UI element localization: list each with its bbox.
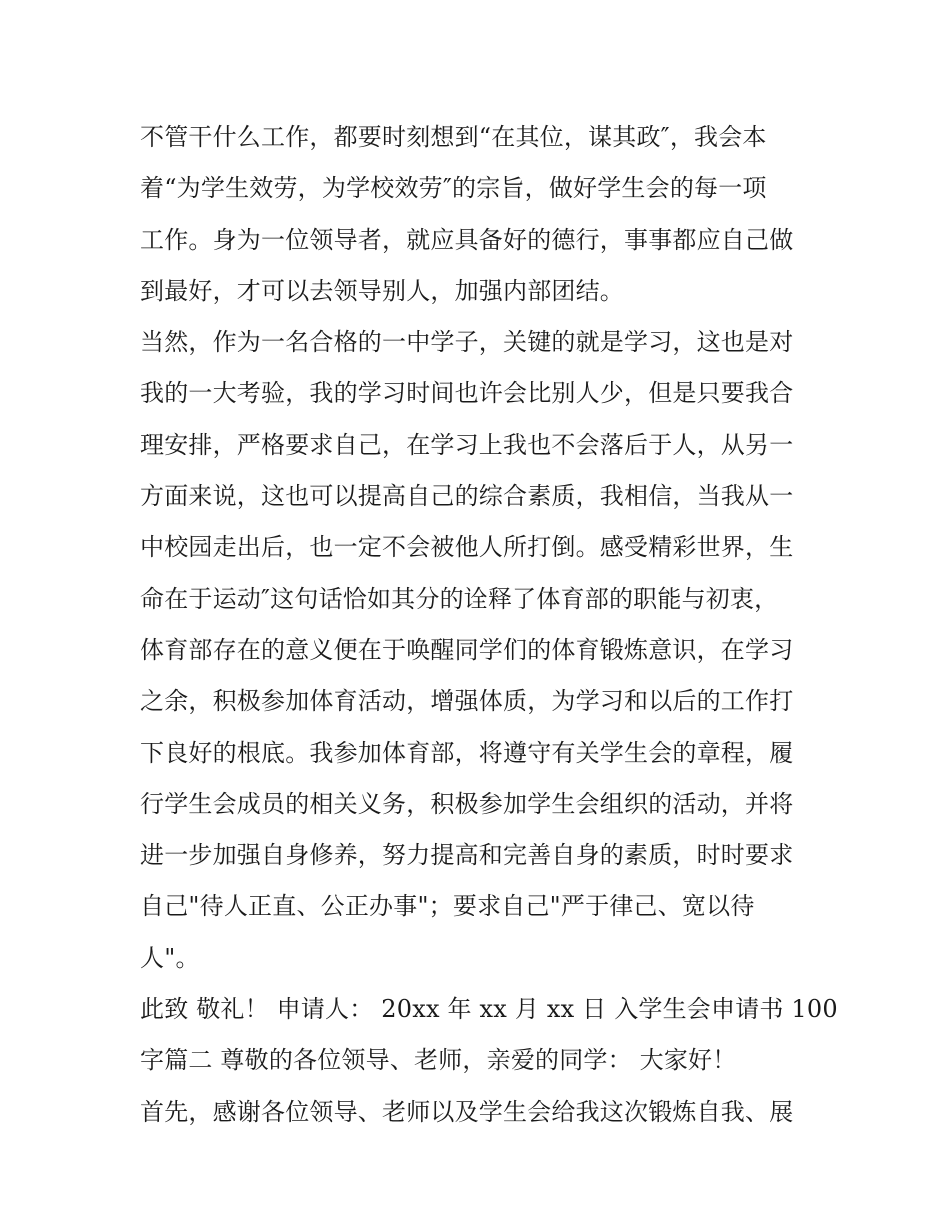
- text-line: 我的一大考验，我的学习时间也许会比别人少，但是只要我合: [140, 379, 794, 408]
- text-line: 理安排，严格要求自己，在学习上我也不会落后于人，从另一: [140, 430, 794, 459]
- text-line: 方面来说，这也可以提高自己的综合素质，我相信，当我从一: [140, 482, 794, 511]
- document-body: [140, 112, 838, 1138]
- text-line: 此致 敬礼！ 申请人： 20xx 年 xx 月 xx 日 入学生会申请书 100: [140, 995, 838, 1024]
- text-line: 人"。: [140, 943, 200, 972]
- text-line: 首先，感谢各位领导、老师以及学生会给我这次锻炼自我、展: [140, 1097, 794, 1126]
- text-line: 中校园走出后，也一定不会被他人所打倒。感受精彩世界，生: [140, 533, 794, 562]
- text-line: 进一步加强自身修养，努力提高和完善自身的素质，时时要求: [140, 841, 794, 870]
- text-line: 着“为学生效劳，为学校效劳″的宗旨，做好学生会的每一项: [140, 174, 767, 203]
- text-line: 命在于运动″这句话恰如其分的诠释了体育部的职能与初衷，: [140, 584, 779, 613]
- text-line: 字篇二 尊敬的各位领导、老师，亲爱的同学： 大家好！: [140, 1046, 737, 1075]
- text-line: 下良好的根底。我参加体育部，将遵守有关学生会的章程，履: [140, 738, 794, 767]
- text-line: 之余，积极参加体育活动，增强体质，为学习和以后的工作打: [140, 687, 794, 716]
- text-line: 体育部存在的意义便在于唤醒同学们的体育锻炼意识，在学习: [140, 635, 794, 664]
- text-line: 工作。身为一位领导者，就应具备好的德行，事事都应自己做: [140, 225, 794, 254]
- text-line: 行学生会成员的相关义务，积极参加学生会组织的活动，并将: [140, 789, 794, 818]
- text-line: 到最好，才可以去领导别人，加强内部团结。: [140, 276, 624, 305]
- text-line: 不管干什么工作，都要时刻想到“在其位，谋其政″，我会本: [140, 123, 767, 151]
- text-line: 自己"待人正直、公正办事"；要求自己"严于律己、宽以待: [140, 892, 755, 921]
- text-line: 当然，作为一名合格的一中学子，关键的就是学习，这也是对: [140, 328, 794, 357]
